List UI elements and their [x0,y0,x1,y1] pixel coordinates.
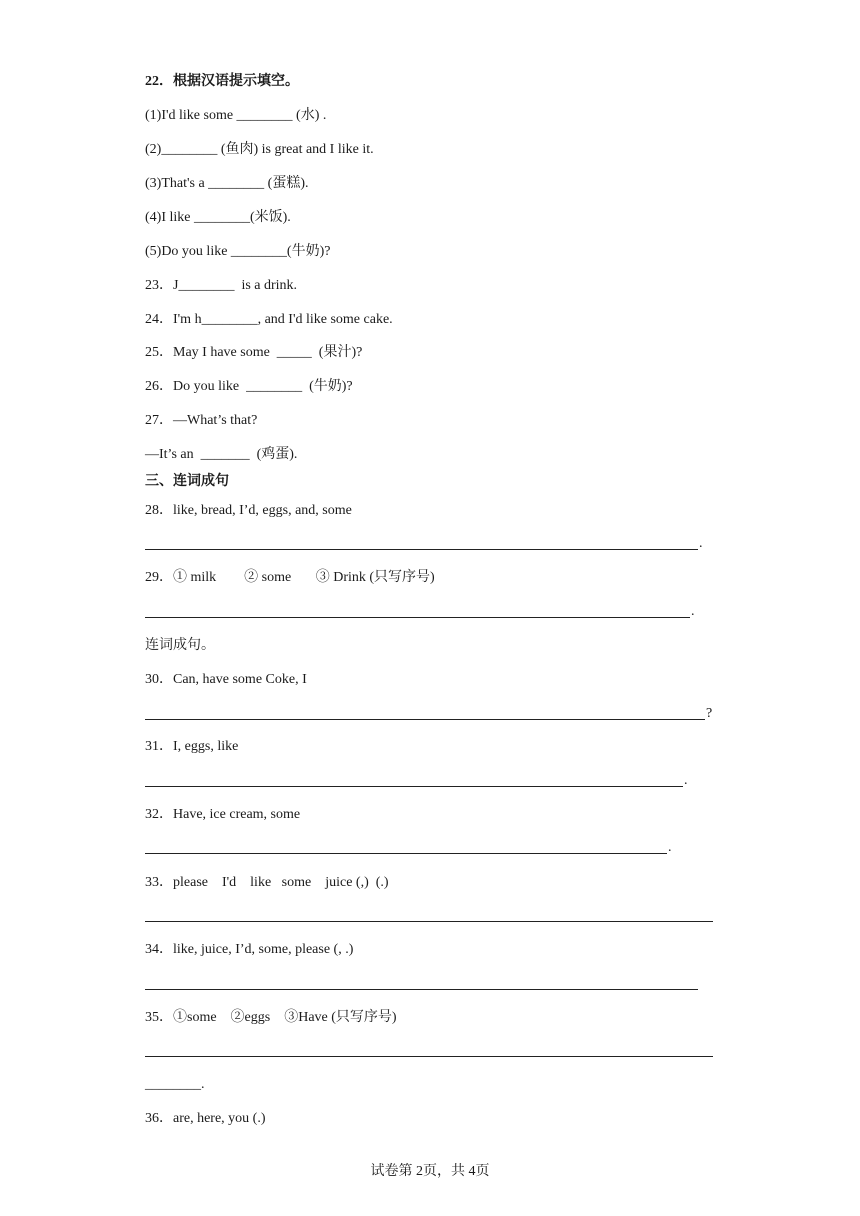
answer-line-31[interactable] [145,786,683,787]
question-35: 35．①some ②eggs ③Have (只写序号) [145,1010,397,1025]
answer-line-32-end: . [668,840,672,855]
question-22-item-4: (4)I like ________(米饭). [145,210,291,225]
section-3-heading: 三、连词成句 [145,474,229,489]
answer-line-29-end: . [691,604,695,619]
question-28: 28．like, bread, I’d, eggs, and, some [145,503,352,518]
question-29: 29．① milk ② some ③ Drink (只写序号) [145,570,435,585]
answer-line-30-end: ? [706,706,713,721]
question-31: 31．I, eggs, like [145,739,239,754]
question-33: 33．please I'd like some juice (,) (.) [145,875,389,890]
instruction-text: 连词成句。 [145,638,215,653]
answer-line-32[interactable] [145,853,667,854]
question-30: 30．Can, have some Coke, I [145,672,307,687]
answer-line-31-end: . [684,773,688,788]
question-22-heading: 22．根据汉语提示填空。 [145,74,299,89]
question-22-item-3: (3)That's a ________ (蛋糕). [145,176,309,191]
question-22-item-5: (5)Do you like ________(牛奶)? [145,244,331,259]
answer-line-30[interactable] [145,719,705,720]
question-26: 26．Do you like ________ (牛奶)? [145,379,353,394]
question-24: 24．I'm h________, and I'd like some cake. [145,312,393,327]
answer-line-34[interactable] [145,989,698,990]
question-23: 23．J________ is a drink. [145,278,298,293]
answer-line-28[interactable] [145,549,698,550]
question-36: 36．are, here, you (.) [145,1111,266,1126]
answer-line-29[interactable] [145,617,690,618]
answer-line-28-end: . [699,536,703,551]
answer-line-33[interactable] [145,921,713,922]
question-25: 25．May I have some _____ (果汁)? [145,345,363,360]
question-34: 34．like, juice, I’d, some, please (, .) [145,942,354,957]
question-27-line-1: 27．—What’s that? [145,413,258,428]
page-footer: 试卷第 2页，共 4页 [370,1164,490,1179]
answer-line-35[interactable] [145,1056,713,1057]
question-32: 32．Have, ice cream, some [145,807,301,822]
answer-line-35-continued[interactable]: ________. [145,1077,205,1092]
question-22-item-1: (1)I'd like some ________ (水) . [145,108,327,123]
question-22-item-2: (2)________ (鱼肉) is great and I like it. [145,142,374,157]
question-27-line-2: —It’s an _______ (鸡蛋). [145,447,298,462]
